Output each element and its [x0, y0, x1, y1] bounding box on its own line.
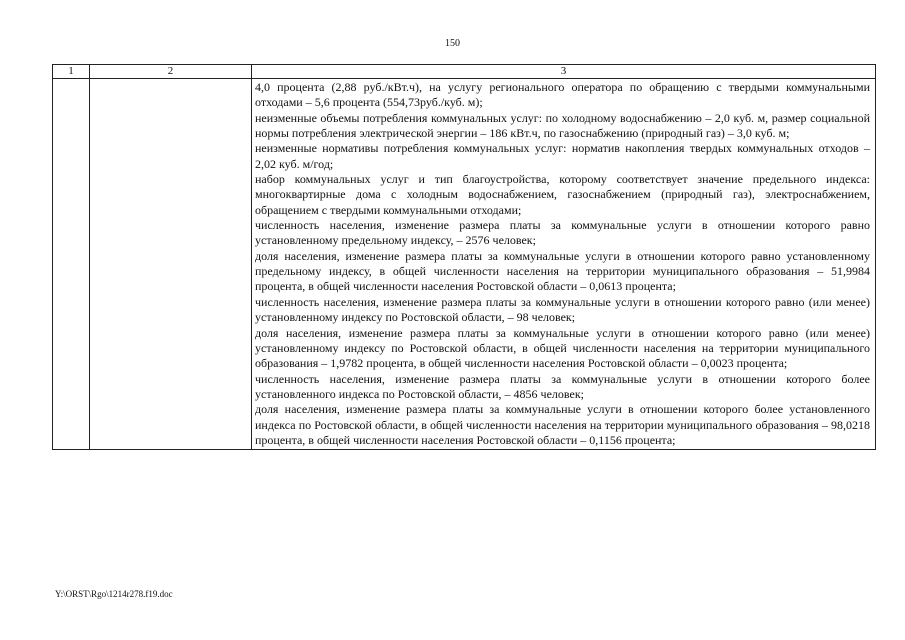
table-cell-col-2	[90, 79, 252, 450]
table-row	[53, 79, 876, 450]
column-header-2: 2	[90, 65, 252, 79]
page-number: 150	[445, 38, 460, 49]
paragraph-population-below-index: численность населения, изменение размера платы за коммунальные услуги в отношении которого равно (или менее) установленному индексу по Ростовской области, – 98 человек;	[255, 294, 870, 325]
paragraph-population-equal-limit: численность населения, изменение размера платы за коммунальные услуги в отношении которого равно установленному предельному индексу, – 2576 человек;	[255, 218, 870, 248]
paragraph-service-set: набор коммунальных услуг и тип благоустройства, которому соответствует значение предельного индекса: многоквартирные дома с холодным водоснабжением, газоснабжением (природный газ), электроснабжением, обращением с твердыми коммунальными отходами;	[255, 172, 870, 217]
table-cell-col-1	[53, 79, 90, 450]
footer-file-path: Y:\ORST\Rgo\1214r278.f19.doc	[55, 589, 173, 599]
paragraph-population-above-index: численность населения, изменение размера платы за коммунальные услуги в отношении которого более установленного индекса по Ростовской области, – 4856 человек;	[255, 371, 870, 401]
paragraph-share-below-index: доля населения, изменение размера платы за коммунальные услуги в отношении которого равно (или менее) установленному индексу по Ростовской области, в общей численности населения на территории муниципального образования – 1,9782 процента, в общей численности населения Ростовской области – 0,0023 процента;	[255, 325, 870, 371]
paragraph-tariff-increase: 4,0 процента (2,88 руб./кВт.ч), на услугу регионального оператора по обращению с твердыми коммунальными отходами – 5,6 процента (554,73руб./куб. м);	[255, 80, 870, 110]
table-cell-col-3	[252, 79, 876, 450]
document-table	[52, 64, 876, 450]
table-header-row	[53, 65, 876, 79]
column-header-3: 3	[252, 65, 876, 79]
paragraph-share-equal-limit: доля населения, изменение размера платы за коммунальные услуги в отношении которого равно установленному предельному индексу, в общей численности населения на территории муниципального образования – 51,9984 процента, в общей численности населения Ростовской области – 0,0613 процента;	[255, 248, 870, 294]
paragraph-consumption-norms: неизменные нормативы потребления коммунальных услуг: норматив накопления твердых коммунальных отходов – 2,02 куб. м/год;	[255, 141, 870, 171]
column-header-1: 1	[53, 65, 90, 79]
paragraph-consumption-volumes: неизменные объемы потребления коммунальных услуг: по холодному водоснабжению – 2,0 куб. м, размер социальной нормы потребления электрической энергии – 186 кВт.ч, по газоснабжению (природный газ) – 3,0 куб. м;	[255, 110, 870, 141]
paragraph-share-above-index: доля населения, изменение размера платы за коммунальные услуги в отношении которого более установленного индекса по Ростовской области, в общей численности населения на территории муниципального образования – 98,0218 процента, в общей численности населения Ростовской области – 0,1156 процента;	[255, 402, 870, 447]
